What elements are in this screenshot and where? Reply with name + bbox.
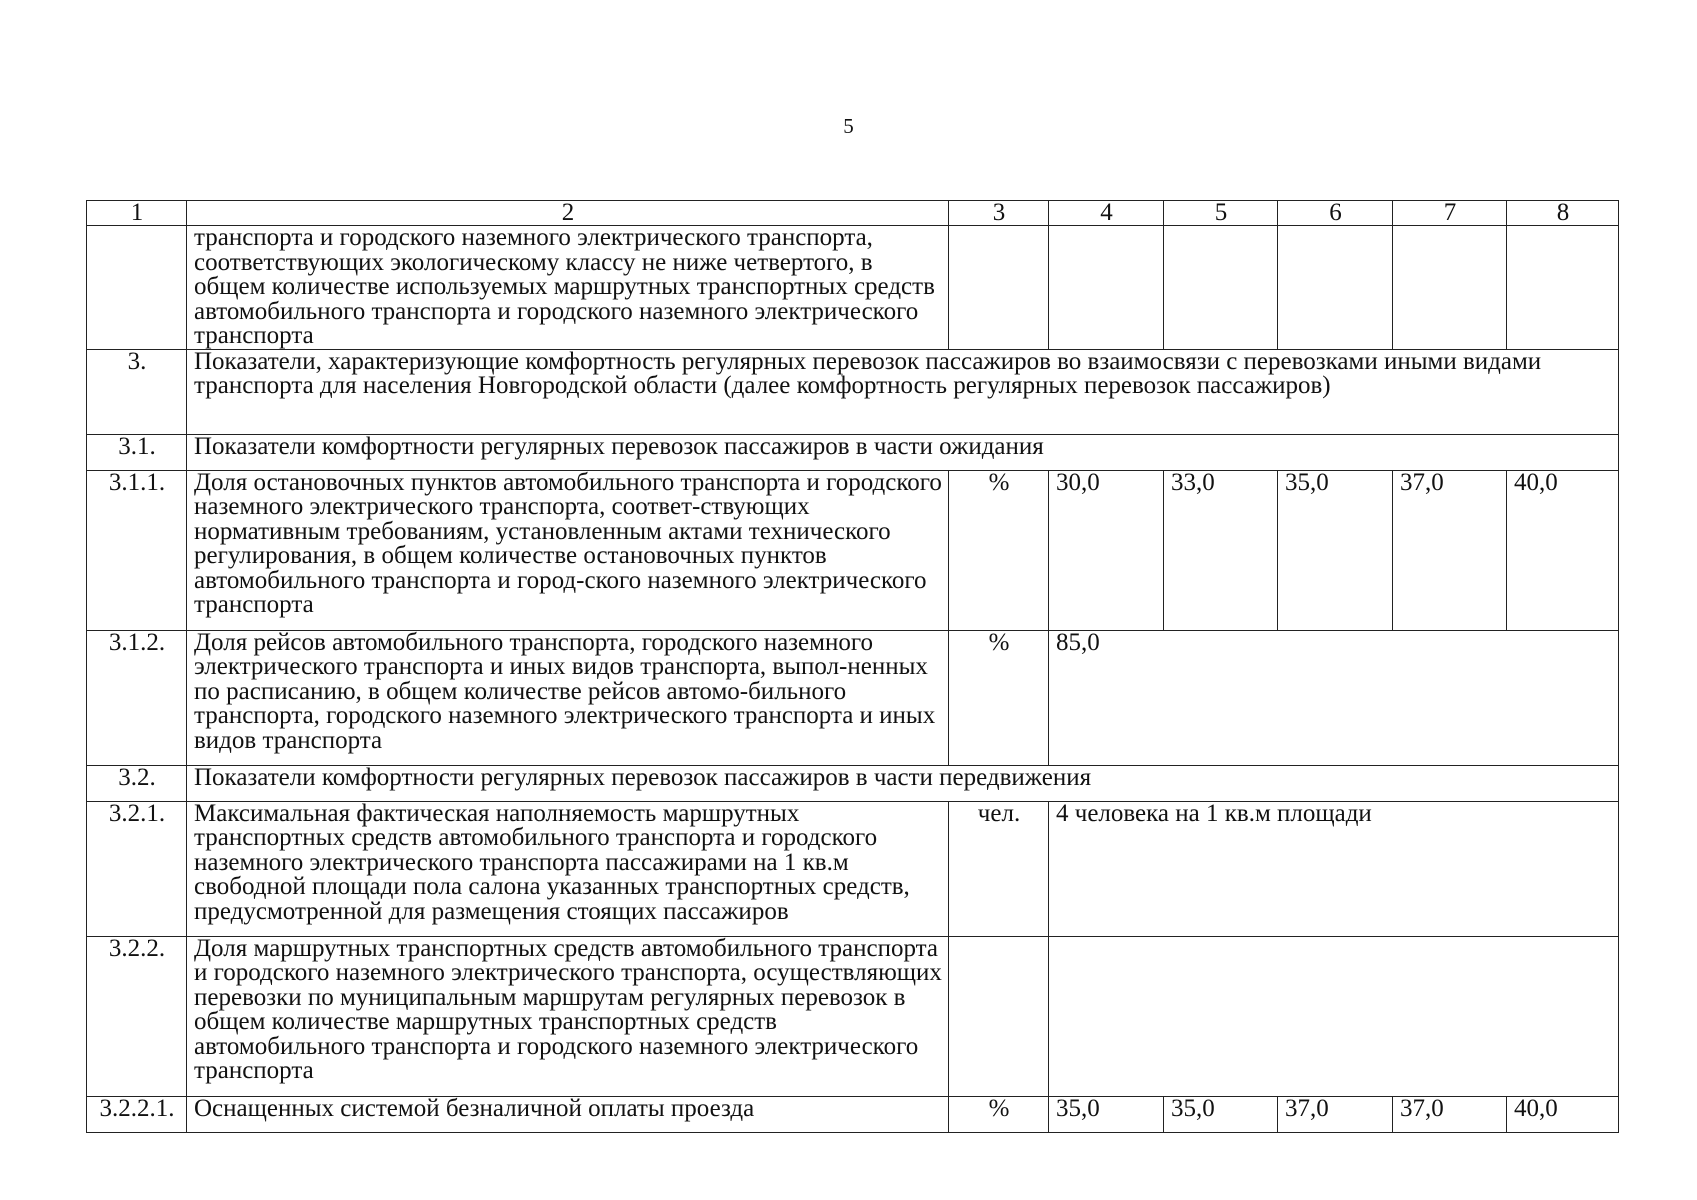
value-cell: 37,0	[1393, 470, 1507, 630]
row-description: Максимальная фактическая наполняемость маршрутных транспортных средств автомобильного транспорта и городского наземного электрического транспорта пассажирами на 1 кв.м свободной площади пола салона указанных транспортных средств, предусмотренной для размещения стоящих пассажиров	[187, 801, 949, 936]
table-header-row	[87, 201, 1619, 226]
section-heading: Показатели комфортности регулярных перевозок пассажиров в части ожидания	[187, 434, 1619, 470]
value-cell: 37,0	[1278, 1096, 1393, 1132]
merged-value-cell: 85,0	[1049, 630, 1619, 765]
header-cell: 6	[1278, 201, 1393, 226]
row-number: 3.	[87, 349, 187, 434]
table-row	[87, 226, 1619, 350]
row-description: Оснащенных системой безналичной оплаты проезда	[187, 1096, 949, 1132]
row-number: 3.1.2.	[87, 630, 187, 765]
row-description: Доля маршрутных транспортных средств автомобильного транспорта и городского наземного электрического транспорта, осуществляющих перевозки по муниципальным маршрутам регулярных перевозок в общем количестве маршрутных транспортных средств автомобильного транспорта и городского наземного электрического транспорта	[187, 936, 949, 1096]
header-cell: 8	[1507, 201, 1619, 226]
table-row	[87, 630, 1619, 765]
row-number: 3.2.2.1.	[87, 1096, 187, 1132]
row-description: Доля остановочных пунктов автомобильного транспорта и городского наземного электрического транспорта, соответ-ствующих нормативным требованиям, установленным актами технического регулирования, в общем количестве остановочных пунктов автомобильного транспорта и город-ского наземного электрического транспорта	[187, 470, 949, 630]
unit-cell	[949, 226, 1049, 350]
row-number	[87, 226, 187, 350]
table-row	[87, 349, 1619, 434]
header-cell: 7	[1393, 201, 1507, 226]
header-cell: 1	[87, 201, 187, 226]
table-row	[87, 470, 1619, 630]
row-number: 3.2.1.	[87, 801, 187, 936]
value-cell	[1049, 226, 1164, 350]
unit-cell: %	[949, 1096, 1049, 1132]
unit-cell	[949, 936, 1049, 1096]
merged-value-cell: 4 человека на 1 кв.м площади	[1049, 801, 1619, 936]
table-row	[87, 765, 1619, 801]
value-cell	[1507, 226, 1619, 350]
unit-cell: %	[949, 470, 1049, 630]
value-cell: 33,0	[1164, 470, 1278, 630]
merged-value-cell	[1049, 936, 1619, 1096]
row-number: 3.1.	[87, 434, 187, 470]
row-number: 3.1.1.	[87, 470, 187, 630]
header-cell: 4	[1049, 201, 1164, 226]
page-number: 5	[843, 114, 854, 138]
unit-cell: чел.	[949, 801, 1049, 936]
value-cell: 40,0	[1507, 470, 1619, 630]
value-cell: 35,0	[1278, 470, 1393, 630]
value-cell	[1278, 226, 1393, 350]
header-cell: 2	[187, 201, 949, 226]
row-description: транспорта и городского наземного электрического транспорта, соответствующих экологическому классу не ниже четвертого, в общем количестве используемых маршрутных транспортных средств автомобильного транспорта и городского наземного электрического транспорта	[187, 226, 949, 350]
table-row	[87, 434, 1619, 470]
value-cell: 40,0	[1507, 1096, 1619, 1132]
value-cell: 35,0	[1164, 1096, 1278, 1132]
row-description: Доля рейсов автомобильного транспорта, городского наземного электрического транспорта и иных видов транспорта, выпол-ненных по расписанию, в общем количестве рейсов автомо-бильного транспорта, городского наземного электрического транспорта и иных видов транспорта	[187, 630, 949, 765]
unit-cell: %	[949, 630, 1049, 765]
value-cell: 35,0	[1049, 1096, 1164, 1132]
section-heading: Показатели комфортности регулярных перевозок пассажиров в части передвижения	[187, 765, 1619, 801]
value-cell	[1393, 226, 1507, 350]
table-row	[87, 936, 1619, 1096]
row-number: 3.2.2.	[87, 936, 187, 1096]
table-row	[87, 1096, 1619, 1132]
value-cell: 37,0	[1393, 1096, 1507, 1132]
indicators-table	[86, 200, 1619, 1133]
table-row	[87, 801, 1619, 936]
value-cell	[1164, 226, 1278, 350]
header-cell: 5	[1164, 201, 1278, 226]
row-number: 3.2.	[87, 765, 187, 801]
section-heading: Показатели, характеризующие комфортность регулярных перевозок пассажиров во взаимосвязи с перевозками иными видами транспорта для населения Новгородской области (далее комфортность регулярных перевозок пассажиров)	[187, 349, 1619, 434]
header-cell: 3	[949, 201, 1049, 226]
value-cell: 30,0	[1049, 470, 1164, 630]
